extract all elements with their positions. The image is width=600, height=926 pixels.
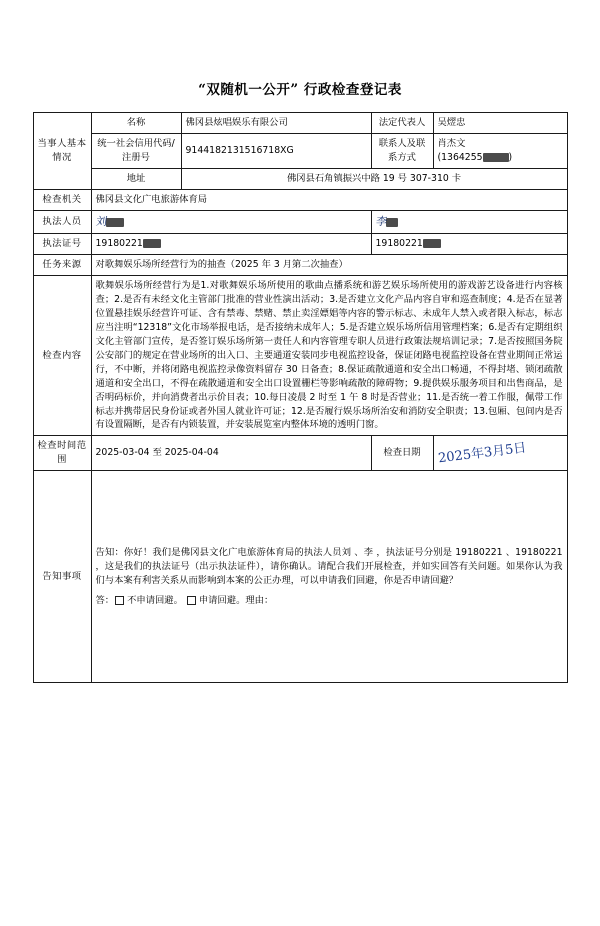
- name-value: 佛冈县炫唱娱乐有限公司: [181, 113, 371, 134]
- officer-1-signature: [91, 210, 371, 234]
- legal-rep-value: 吴熤忠: [433, 113, 567, 134]
- table-row: [33, 276, 567, 436]
- inspect-date-label: 检查日期: [371, 436, 433, 471]
- redaction-mark: [483, 153, 509, 162]
- redaction-mark: [386, 218, 398, 227]
- notice-body: 告知：你好！我们是佛冈县文化广电旅游体育局的执法人员刘 、李 ，执法证号分别是 19180221 、19180221 ，这是我们的执法证号（出示执法证件），请你确认。请配合我们开展检查，并如实回答有关问题。如果你认为我们与本案有利害关系从而影响到本案的公正办理，可以申请我们回避，你是否申请回避？: [95, 546, 563, 586]
- contact-name: 肖杰文: [437, 137, 466, 149]
- agency-value: 佛冈县文化广电旅游体育局: [91, 189, 567, 210]
- officer-2-name: 李: [374, 214, 388, 228]
- checkbox-request-recusal[interactable]: [187, 596, 196, 605]
- inspect-content-value: 歌舞娱乐场所经营行为是1.对歌舞娱乐场所使用的歌曲点播系统和游艺娱乐场所使用的游戏游艺设备进行内容核查；2.是否有未经文化主管部门批准的营业性演出活动；3.是否建立文化产品内容自审和巡查制度；4.是否在显著位置悬挂娱乐经营许可证、含有禁毒、禁赌、禁止卖淫嫖娼等内容的警示标志、未成年人禁入或者限入标志，标志应当注明“12318”文化市场举报电话，是否接纳未成年人；5.是否建立娱乐场所信用管理档案；6.是否有定期组织文化主管部门宣传，是否签订娱乐场所第一责任人和内容管理专职人员进行政策法规培训记录；7.是否按照国务院公安部门的规定在营业场所的出入口、主要通道安装同步电视监控设备，保证闭路电视监控设备在营业期间正常运行，不中断，并将闭路电视监控录像资料留存 30 日备查；8.保证疏散通道和安全出口畅通，不得封堵、锁闭疏散通道和安全出口，不得在疏散通道和安全出口设置栅栏等影响疏散的障碍物；9.提供娱乐服务项目和出售商品，是否明码标价，并向消费者出示价目表；10.每日凌晨 2 时至 1 午 8 时是否营业；11.是否统一着工作服，佩带工作标志并携带居民身份证或者外国人就业许可证；12.是否履行娱乐场所治安和消防安全职责；13.包厢、包间内是否有设置隔断，是否有内锁装置，并安装展览室内整体环境的透明门窗。: [91, 276, 567, 436]
- contact-value: [433, 133, 567, 168]
- table-row: [33, 168, 567, 189]
- officers-label: 执法人员: [33, 210, 91, 234]
- task-source-value: 对歌舞娱乐场所经营行为的抽查（2025 年 3 月第二次抽查）: [91, 255, 567, 276]
- credit-code-label: 统一社会信用代码/注册号: [91, 133, 181, 168]
- period-label: 检查时间范围: [33, 436, 91, 471]
- contact-phone: (1364255: [437, 151, 483, 163]
- cert-2-number: 19180221: [375, 238, 423, 250]
- table-row: [33, 234, 567, 255]
- cert-1-value: [91, 234, 371, 255]
- checkbox-no-recusal[interactable]: [115, 596, 124, 605]
- redaction-mark: [106, 218, 124, 227]
- redaction-mark: [143, 239, 161, 248]
- page-title: “双随机一公开” 行政检查登记表: [198, 82, 402, 98]
- address-label: 地址: [91, 168, 181, 189]
- credit-code-value: 9144182131516718XG: [181, 133, 371, 168]
- table-row: [33, 210, 567, 234]
- notice-answer-option-1: 不申请回避。: [127, 594, 183, 606]
- contact-phone-suffix: ): [508, 151, 513, 163]
- legal-rep-label: 法定代表人: [371, 113, 433, 134]
- inspect-content-label: 检查内容: [33, 276, 91, 436]
- cert-2-value: [371, 234, 567, 255]
- table-row: [33, 471, 567, 683]
- table-row: [33, 255, 567, 276]
- notice-answer-row: [96, 594, 563, 608]
- inspection-registration-form: [33, 112, 568, 683]
- cert-1-number: 19180221: [95, 238, 143, 250]
- table-row: [33, 436, 567, 471]
- officer-1-name: 刘: [94, 214, 108, 228]
- name-label: 名称: [91, 113, 181, 134]
- inspect-date-value: 2025年3月5日: [436, 440, 527, 466]
- document-page: [0, 78, 600, 926]
- table-row: [33, 113, 567, 134]
- table-row: [33, 189, 567, 210]
- notice-answer-prefix: 答：: [95, 594, 115, 606]
- contact-label: 联系人及联系方式: [371, 133, 433, 168]
- officer-2-signature: [371, 210, 567, 234]
- task-source-label: 任务来源: [33, 255, 91, 276]
- period-value: 2025-03-04 至 2025-04-04: [91, 436, 371, 471]
- notice-label: 告知事项: [33, 471, 91, 683]
- agency-label: 检查机关: [33, 189, 91, 210]
- table-row: [33, 133, 567, 168]
- cert-label: 执法证号: [33, 234, 91, 255]
- notice-answer-option-2: 申请回避。理由：: [198, 594, 274, 606]
- notice-value: [91, 471, 567, 683]
- inspect-date-value-cell: [433, 436, 567, 471]
- address-value: 佛冈县石角镇振兴中路 19 号 307-310 卡: [181, 168, 567, 189]
- party-info-label: 当事人基本情况: [33, 113, 91, 190]
- redaction-mark: [423, 239, 441, 248]
